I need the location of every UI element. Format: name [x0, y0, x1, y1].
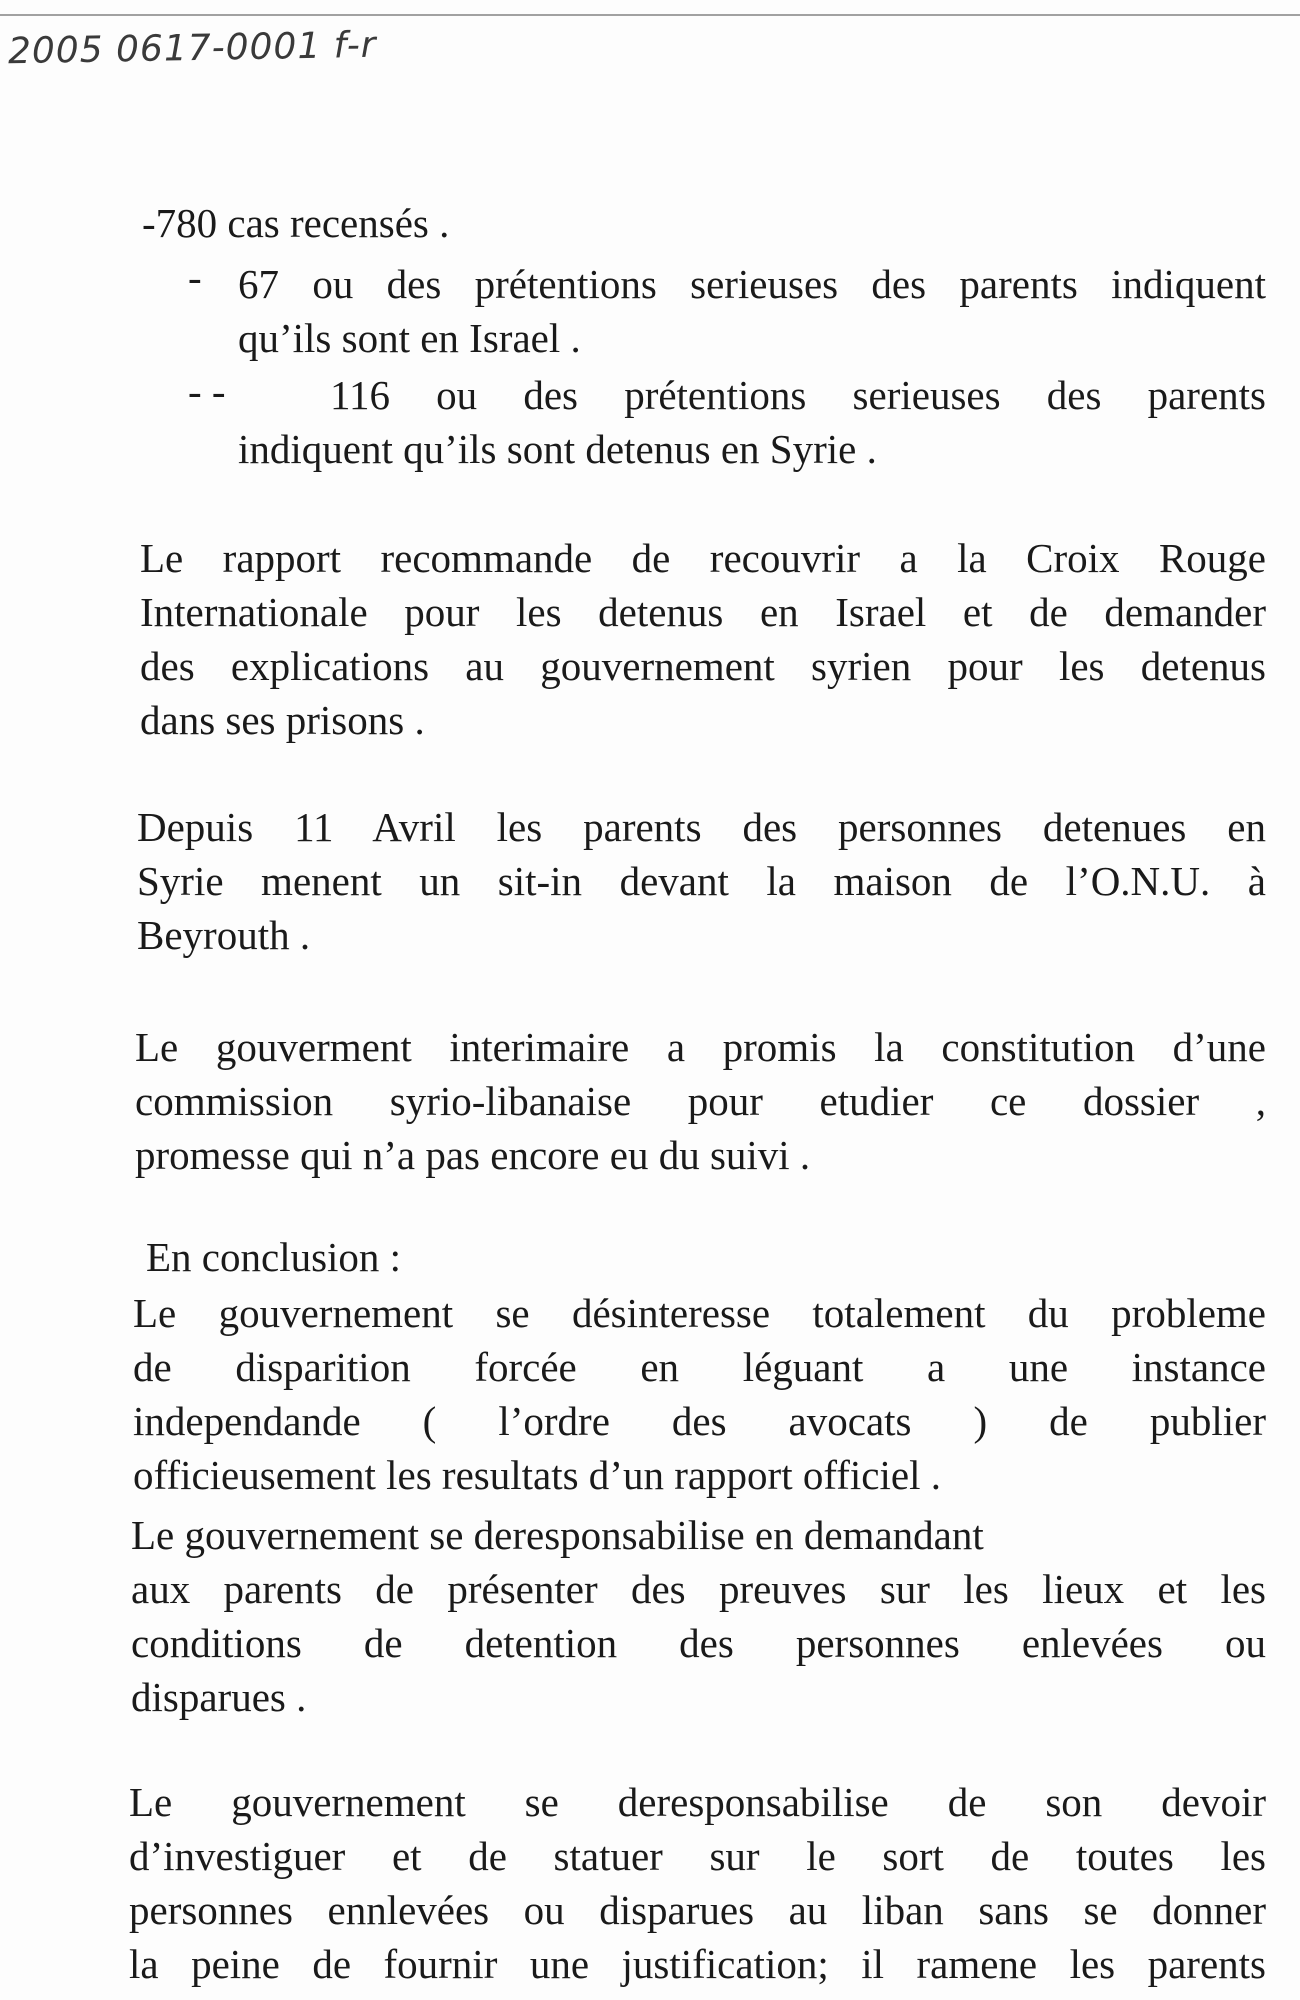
- paragraph-sit-in: [137, 800, 1266, 962]
- para5-line-2: aux parents de présenter des preuves sur les lieux et les: [131, 1566, 1266, 1612]
- handwritten-reference: 2005 0617-0001 f-r: [7, 24, 377, 73]
- bullet-marker-2: - -: [188, 368, 226, 414]
- bullet-1-line-2: qu’ils sont en Israel .: [238, 315, 581, 361]
- bullet-1-line-1: 67 ou des prétentions serieuses des parents indiquent: [238, 261, 1266, 307]
- count-line-text: -780 cas recensés .: [142, 200, 450, 246]
- para6-line-1: Le gouvernement se deresponsabilise de son devoir: [129, 1779, 1266, 1825]
- para2-line-3: Beyrouth .: [137, 912, 311, 958]
- para5-line-4: disparues .: [131, 1674, 307, 1720]
- para2-line-1: Depuis 11 Avril les parents des personnes detenues en: [137, 804, 1266, 850]
- paragraph-evidence: [131, 1508, 1266, 1724]
- paragraph-disinterest: [133, 1286, 1266, 1502]
- para4-line-1: Le gouvernement se désinteresse totalement du probleme: [133, 1290, 1266, 1336]
- para6-line-2: d’investiguer et de statuer sur le sort de toutes les: [129, 1833, 1266, 1879]
- para6-line-3: personnes ennlevées ou disparues au liban sans se donner: [129, 1887, 1266, 1933]
- para1-line-3: des explications au gouvernement syrien pour les detenus: [140, 643, 1266, 689]
- bullet-2-line-2: indiquent qu’ils sont detenus en Syrie .: [238, 426, 877, 472]
- para3-line-2: commission syrio-libanaise pour etudier ce dossier ,: [135, 1078, 1266, 1124]
- bullet-marker-1: -: [188, 254, 202, 300]
- para4-line-4: officieusement les resultats d’un rapport officiel .: [133, 1452, 941, 1498]
- para3-line-1: Le gouverment interimaire a promis la constitution d’une: [135, 1024, 1266, 1070]
- para1-line-4: dans ses prisons .: [140, 697, 425, 743]
- paragraph-red-cross: [140, 531, 1266, 747]
- top-rule: [0, 14, 1300, 16]
- bullet-2-line-1: 116 ou des prétentions serieuses des parents: [330, 372, 1266, 418]
- para4-line-2: de disparition forcée en léguant a une instance: [133, 1344, 1266, 1390]
- para6-line-4: la peine de fournir une justification; il ramene les parents: [129, 1941, 1266, 1987]
- conclusion-heading: [146, 1230, 1266, 1284]
- para3-line-3: promesse qui n’a pas encore eu du suivi .: [135, 1132, 811, 1178]
- paragraph-commission: [135, 1020, 1266, 1182]
- para5-line-1: Le gouvernement se deresponsabilise en demandant: [131, 1512, 984, 1558]
- para4-line-3: independande ( l’ordre des avocats ) de publier: [133, 1398, 1266, 1444]
- paragraph-investigation: [129, 1775, 1266, 1991]
- para1-line-2: Internationale pour les detenus en Israel et de demander: [140, 589, 1266, 635]
- bullet-item-1: [238, 257, 1266, 365]
- count-line: [142, 196, 1266, 250]
- para5-line-3: conditions de detention des personnes enlevées ou: [131, 1620, 1266, 1666]
- para1-line-1: Le rapport recommande de recouvrir a la Croix Rouge: [140, 535, 1266, 581]
- bullet-item-2: [238, 368, 1266, 476]
- para2-line-2: Syrie menent un sit-in devant la maison de l’O.N.U. à: [137, 858, 1266, 904]
- conclusion-heading-text: En conclusion :: [146, 1234, 402, 1280]
